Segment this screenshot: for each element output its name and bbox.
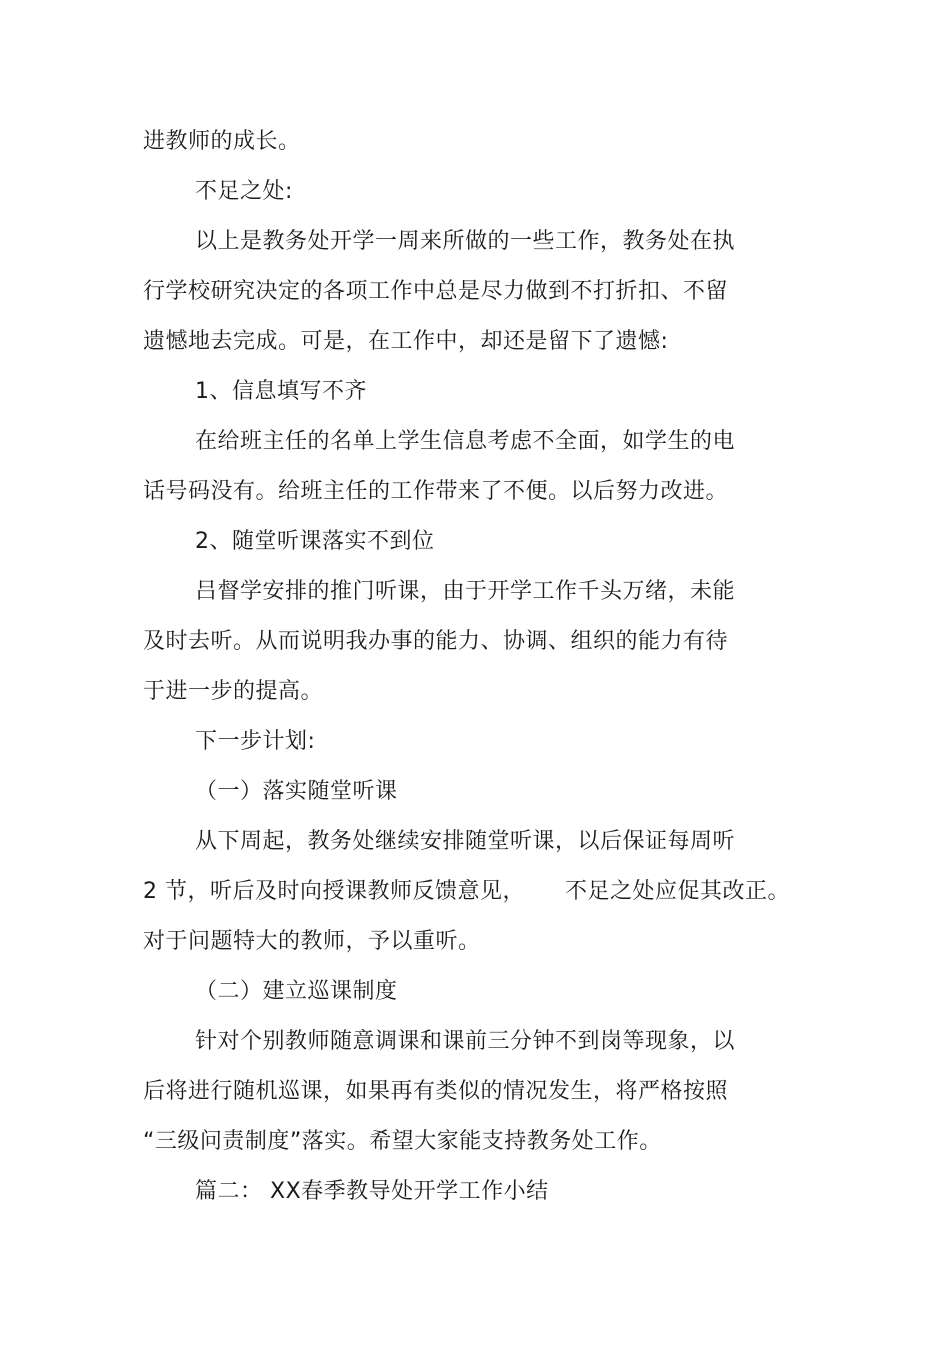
text-line: 遗憾地去完成。可是，在工作中，却还是留下了遗憾: [143, 329, 669, 354]
text-line: 行学校研究决定的各项工作中总是尽力做到不打折扣、不留 [143, 279, 729, 304]
text-line: 以上是教务处开学一周来所做的一些工作，教务处在执 [195, 229, 736, 254]
subsection-heading: （二）建立巡课制度 [195, 979, 398, 1004]
text-segment: 2 节，听后及时向授课教师反馈意见， [143, 879, 525, 904]
text-line: 后将进行随机巡课，如果再有类似的情况发生，将严格按照 [143, 1079, 729, 1104]
text-line: 针对个别教师随意调课和课前三分钟不到岗等现象，以 [195, 1029, 736, 1054]
article-title: 篇二： XX春季教导处开学工作小结 [195, 1179, 549, 1204]
text-line: 从下周起，教务处继续安排随堂听课，以后保证每周听 [195, 829, 736, 854]
text-line: 话号码没有。给班主任的工作带来了不便。以后努力改进。 [143, 479, 729, 504]
text-segment: 不足之处应促其改正。 [565, 879, 791, 904]
text-line: 于进一步的提高。 [143, 679, 324, 704]
text-line: 进教师的成长。 [143, 129, 301, 154]
text-line: 对于问题特大的教师，予以重听。 [143, 929, 481, 954]
text-line: “三级问责制度”落实。希望大家能支持教务处工作。 [143, 1129, 662, 1154]
section-heading: 不足之处: [195, 179, 293, 204]
text-line: 在给班主任的名单上学生信息考虑不全面，如学生的电 [195, 429, 736, 454]
text-line: 及时去听。从而说明我办事的能力、协调、组织的能力有待 [143, 629, 729, 654]
text-line [143, 878, 790, 906]
list-heading: 2、随堂听课落实不到位 [195, 529, 435, 554]
text-line: 吕督学安排的推门听课，由于开学工作千头万绪，未能 [195, 579, 736, 604]
list-heading: 1、信息填写不齐 [195, 379, 367, 404]
section-heading: 下一步计划: [195, 729, 316, 754]
subsection-heading: （一）落实随堂听课 [195, 779, 398, 804]
